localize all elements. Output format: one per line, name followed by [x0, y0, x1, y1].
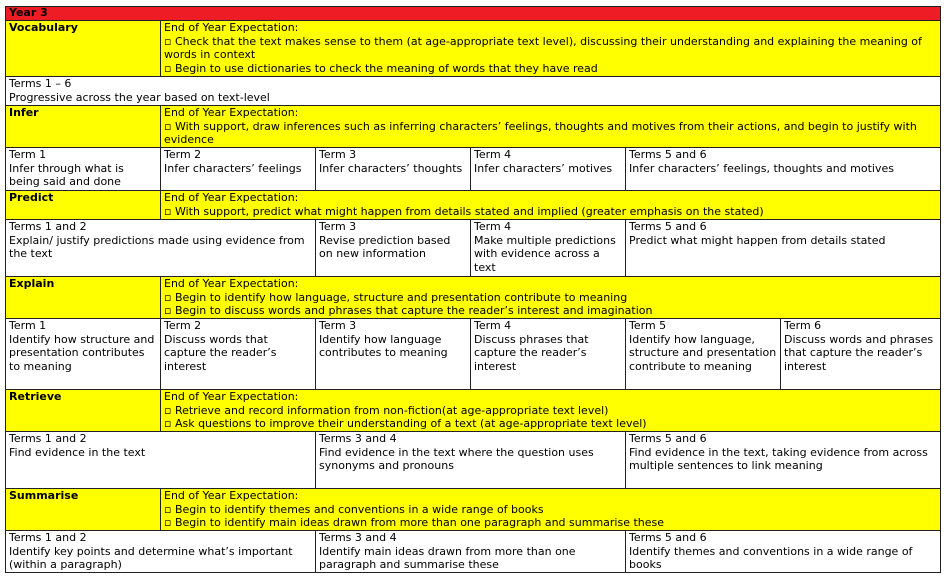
term-cell	[6, 319, 161, 390]
expectation-item: ▫ With support, draw inferences such as inferring characters’ feelings, thoughts and motives from their actions, and begin to justify with evidence	[164, 120, 937, 147]
term-label: Terms 5 and 6	[629, 432, 707, 445]
term-label: Term 6	[784, 319, 822, 332]
expectation-label: End of Year Expectation:	[164, 191, 299, 204]
term-text: Identify how structure and presentation contributes to meaning	[9, 332, 155, 373]
term-text: Identify how language, structure and presentation contribute to meaning	[629, 332, 777, 373]
expectation-item: ▫ Begin to use dictionaries to check the meaning of words that they have read	[164, 62, 937, 76]
section-heading-explain: Explain	[6, 277, 161, 319]
term-text: Infer characters’ motives	[474, 161, 613, 175]
term-cell	[626, 531, 941, 573]
section-heading-retrieve: Retrieve	[6, 390, 161, 432]
term-cell	[781, 319, 941, 390]
expectation-item: ▫ Begin to discuss words and phrases that capture the reader’s interest and imagination	[164, 304, 937, 318]
term-label: Terms 5 and 6	[629, 148, 707, 161]
term-label: Term 2	[164, 148, 202, 161]
expectation-item: ▫ Ask questions to improve their understanding of a text (at age-appropriate text level)	[164, 417, 937, 431]
term-text: Progressive across the year based on text-level	[9, 90, 270, 104]
expectation-item: ▫ Retrieve and record information from non-fiction(at age-appropriate text level)	[164, 404, 937, 418]
expectation-item: ▫ Begin to identify how language, structure and presentation contribute to meaning	[164, 291, 937, 305]
term-text: Discuss words that capture the reader’s interest	[164, 332, 277, 373]
expectation-explain	[161, 277, 941, 319]
term-text: Infer characters’ feelings	[164, 161, 302, 175]
expectation-label: End of Year Expectation:	[164, 390, 299, 403]
term-cell	[626, 432, 941, 489]
term-cell	[6, 432, 316, 489]
expectation-vocabulary	[161, 21, 941, 77]
term-label: Term 2	[164, 319, 202, 332]
term-label: Terms 1 – 6	[9, 77, 72, 90]
term-label: Term 3	[319, 319, 357, 332]
expectation-label: End of Year Expectation:	[164, 106, 299, 119]
expectation-label: End of Year Expectation:	[164, 489, 299, 502]
term-label: Term 3	[319, 148, 357, 161]
expectation-item: ▫ Begin to identify themes and conventions in a wide range of books	[164, 503, 937, 517]
section-heading-predict: Predict	[6, 191, 161, 220]
expectation-summarise	[161, 489, 941, 531]
term-cell	[471, 220, 626, 277]
term-cell	[6, 531, 316, 573]
term-label: Term 5	[629, 319, 667, 332]
term-label: Terms 1 and 2	[9, 432, 87, 445]
term-text: Discuss words and phrases that capture the reader’s interest	[784, 332, 934, 373]
term-cell	[161, 148, 316, 191]
term-cell	[626, 220, 941, 277]
term-cell	[316, 220, 471, 277]
term-text: Make multiple predictions with evidence across a text	[474, 233, 616, 274]
term-cell	[6, 220, 316, 277]
section-heading-vocabulary: Vocabulary	[6, 21, 161, 77]
term-label: Term 4	[474, 148, 512, 161]
curriculum-grid	[5, 6, 941, 573]
term-text: Explain/ justify predictions made using evidence from the text	[9, 233, 305, 260]
term-text: Identify key points and determine what’s important (within a paragraph)	[9, 544, 293, 571]
term-cell	[6, 77, 941, 106]
expectation-retrieve	[161, 390, 941, 432]
term-text: Infer characters’ feelings, thoughts and motives	[629, 161, 894, 175]
term-text: Discuss phrases that capture the reader’s interest	[474, 332, 589, 373]
expectation-predict	[161, 191, 941, 220]
term-label: Terms 5 and 6	[629, 220, 707, 233]
term-cell	[161, 319, 316, 390]
term-label: Term 1	[9, 148, 47, 161]
term-cell	[316, 531, 626, 573]
year-title: Year 3	[6, 7, 941, 21]
section-heading-infer: Infer	[6, 106, 161, 148]
term-text: Infer through what is being said and done	[9, 161, 124, 188]
term-label: Term 4	[474, 319, 512, 332]
term-label: Terms 5 and 6	[629, 531, 707, 544]
term-cell	[471, 319, 626, 390]
term-text: Revise prediction based on new information	[319, 233, 451, 260]
term-cell	[626, 148, 941, 191]
term-cell	[316, 148, 471, 191]
term-text: Predict what might happen from details stated	[629, 233, 886, 247]
term-text: Identify themes and conventions in a wide range of books	[629, 544, 913, 571]
term-text: Find evidence in the text where the question uses synonyms and pronouns	[319, 445, 594, 472]
expectation-item: ▫ Check that the text makes sense to them (at age-appropriate text level), discussing their understanding and explaining the meaning of words in context	[164, 35, 937, 62]
term-label: Term 3	[319, 220, 357, 233]
term-cell	[6, 148, 161, 191]
term-cell	[316, 319, 471, 390]
term-cell	[471, 148, 626, 191]
term-text: Infer characters’ thoughts	[319, 161, 463, 175]
term-text: Identify main ideas drawn from more than one paragraph and summarise these	[319, 544, 576, 571]
term-cell	[626, 319, 781, 390]
expectation-label: End of Year Expectation:	[164, 277, 299, 290]
expectation-item: ▫ Begin to identify main ideas drawn from more than one paragraph and summarise these	[164, 516, 937, 530]
term-label: Terms 1 and 2	[9, 531, 87, 544]
expectation-item: ▫ With support, predict what might happen from details stated and implied (greater emphasis on the stated)	[164, 205, 937, 219]
term-label: Terms 3 and 4	[319, 432, 397, 445]
term-label: Terms 1 and 2	[9, 220, 87, 233]
expectation-label: End of Year Expectation:	[164, 21, 299, 34]
term-label: Terms 3 and 4	[319, 531, 397, 544]
term-cell	[316, 432, 626, 489]
term-text: Find evidence in the text	[9, 445, 146, 459]
expectation-infer	[161, 106, 941, 148]
term-text: Find evidence in the text, taking evidence from across multiple sentences to link meaning	[629, 445, 928, 472]
year-3-reading-table	[5, 6, 940, 573]
section-heading-summarise: Summarise	[6, 489, 161, 531]
term-text: Identify how language contributes to meaning	[319, 332, 448, 359]
term-label: Term 4	[474, 220, 512, 233]
term-label: Term 1	[9, 319, 47, 332]
